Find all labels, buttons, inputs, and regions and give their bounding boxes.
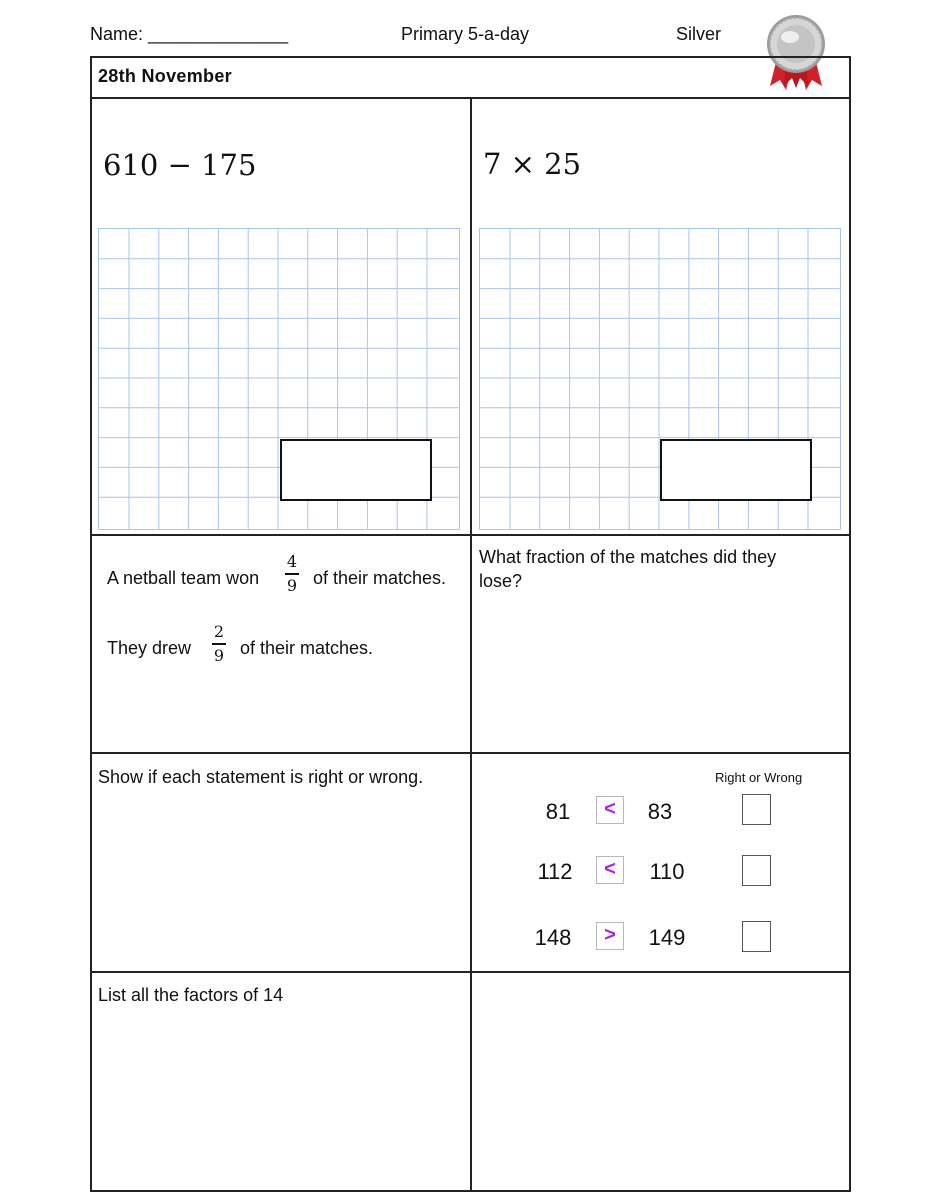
fraction-statement-text: of their matches. <box>240 638 374 658</box>
right-or-wrong-checkbox[interactable] <box>742 921 771 952</box>
fraction-question-line1: What fraction of the matches did they <box>479 547 777 567</box>
fraction-statement-text: A netball team won <box>107 568 260 588</box>
statement-left-number: 81 <box>545 799 571 824</box>
name-field-label: Name: ______________ <box>90 24 289 44</box>
fraction-four-ninths <box>285 552 299 596</box>
date-label: 28th November <box>98 66 232 86</box>
statement-left-number: 148 <box>534 925 572 950</box>
less-than-symbol: < <box>596 856 624 884</box>
multiplication-question: 7 × 25 <box>483 147 582 181</box>
statement-right-number: 83 <box>647 799 673 824</box>
fraction-statement-text: They drew <box>107 638 192 658</box>
date-row <box>90 56 851 99</box>
less-than-symbol: < <box>596 796 624 824</box>
fraction-bar <box>285 573 299 575</box>
fraction-question-line2: lose? <box>479 571 523 591</box>
fraction-bar <box>212 643 226 645</box>
column-divider <box>470 98 472 1192</box>
statement-left-number: 112 <box>537 859 573 884</box>
fraction-denominator: 9 <box>213 645 225 665</box>
statement-right-number: 110 <box>649 859 685 884</box>
fraction-numerator: 4 <box>286 552 298 571</box>
right-or-wrong-prompt: Show if each statement is right or wrong. <box>98 767 424 787</box>
factors-prompt: List all the factors of 14 <box>98 985 284 1005</box>
right-or-wrong-header: Right or Wrong <box>715 770 803 785</box>
answer-box[interactable] <box>280 439 432 501</box>
answer-box[interactable] <box>660 439 812 501</box>
fraction-two-ninths <box>212 622 226 666</box>
fraction-numerator: 2 <box>213 622 225 641</box>
statement-right-number: 149 <box>648 925 686 950</box>
greater-than-symbol: > <box>596 922 624 950</box>
right-or-wrong-checkbox[interactable] <box>742 855 771 886</box>
worksheet-title: Primary 5-a-day <box>401 24 530 44</box>
right-or-wrong-checkbox[interactable] <box>742 794 771 825</box>
fraction-denominator: 9 <box>286 575 298 595</box>
level-label: Silver <box>676 24 722 44</box>
subtraction-question: 610 − 175 <box>103 148 257 182</box>
fraction-statement-text: of their matches. <box>313 568 447 588</box>
